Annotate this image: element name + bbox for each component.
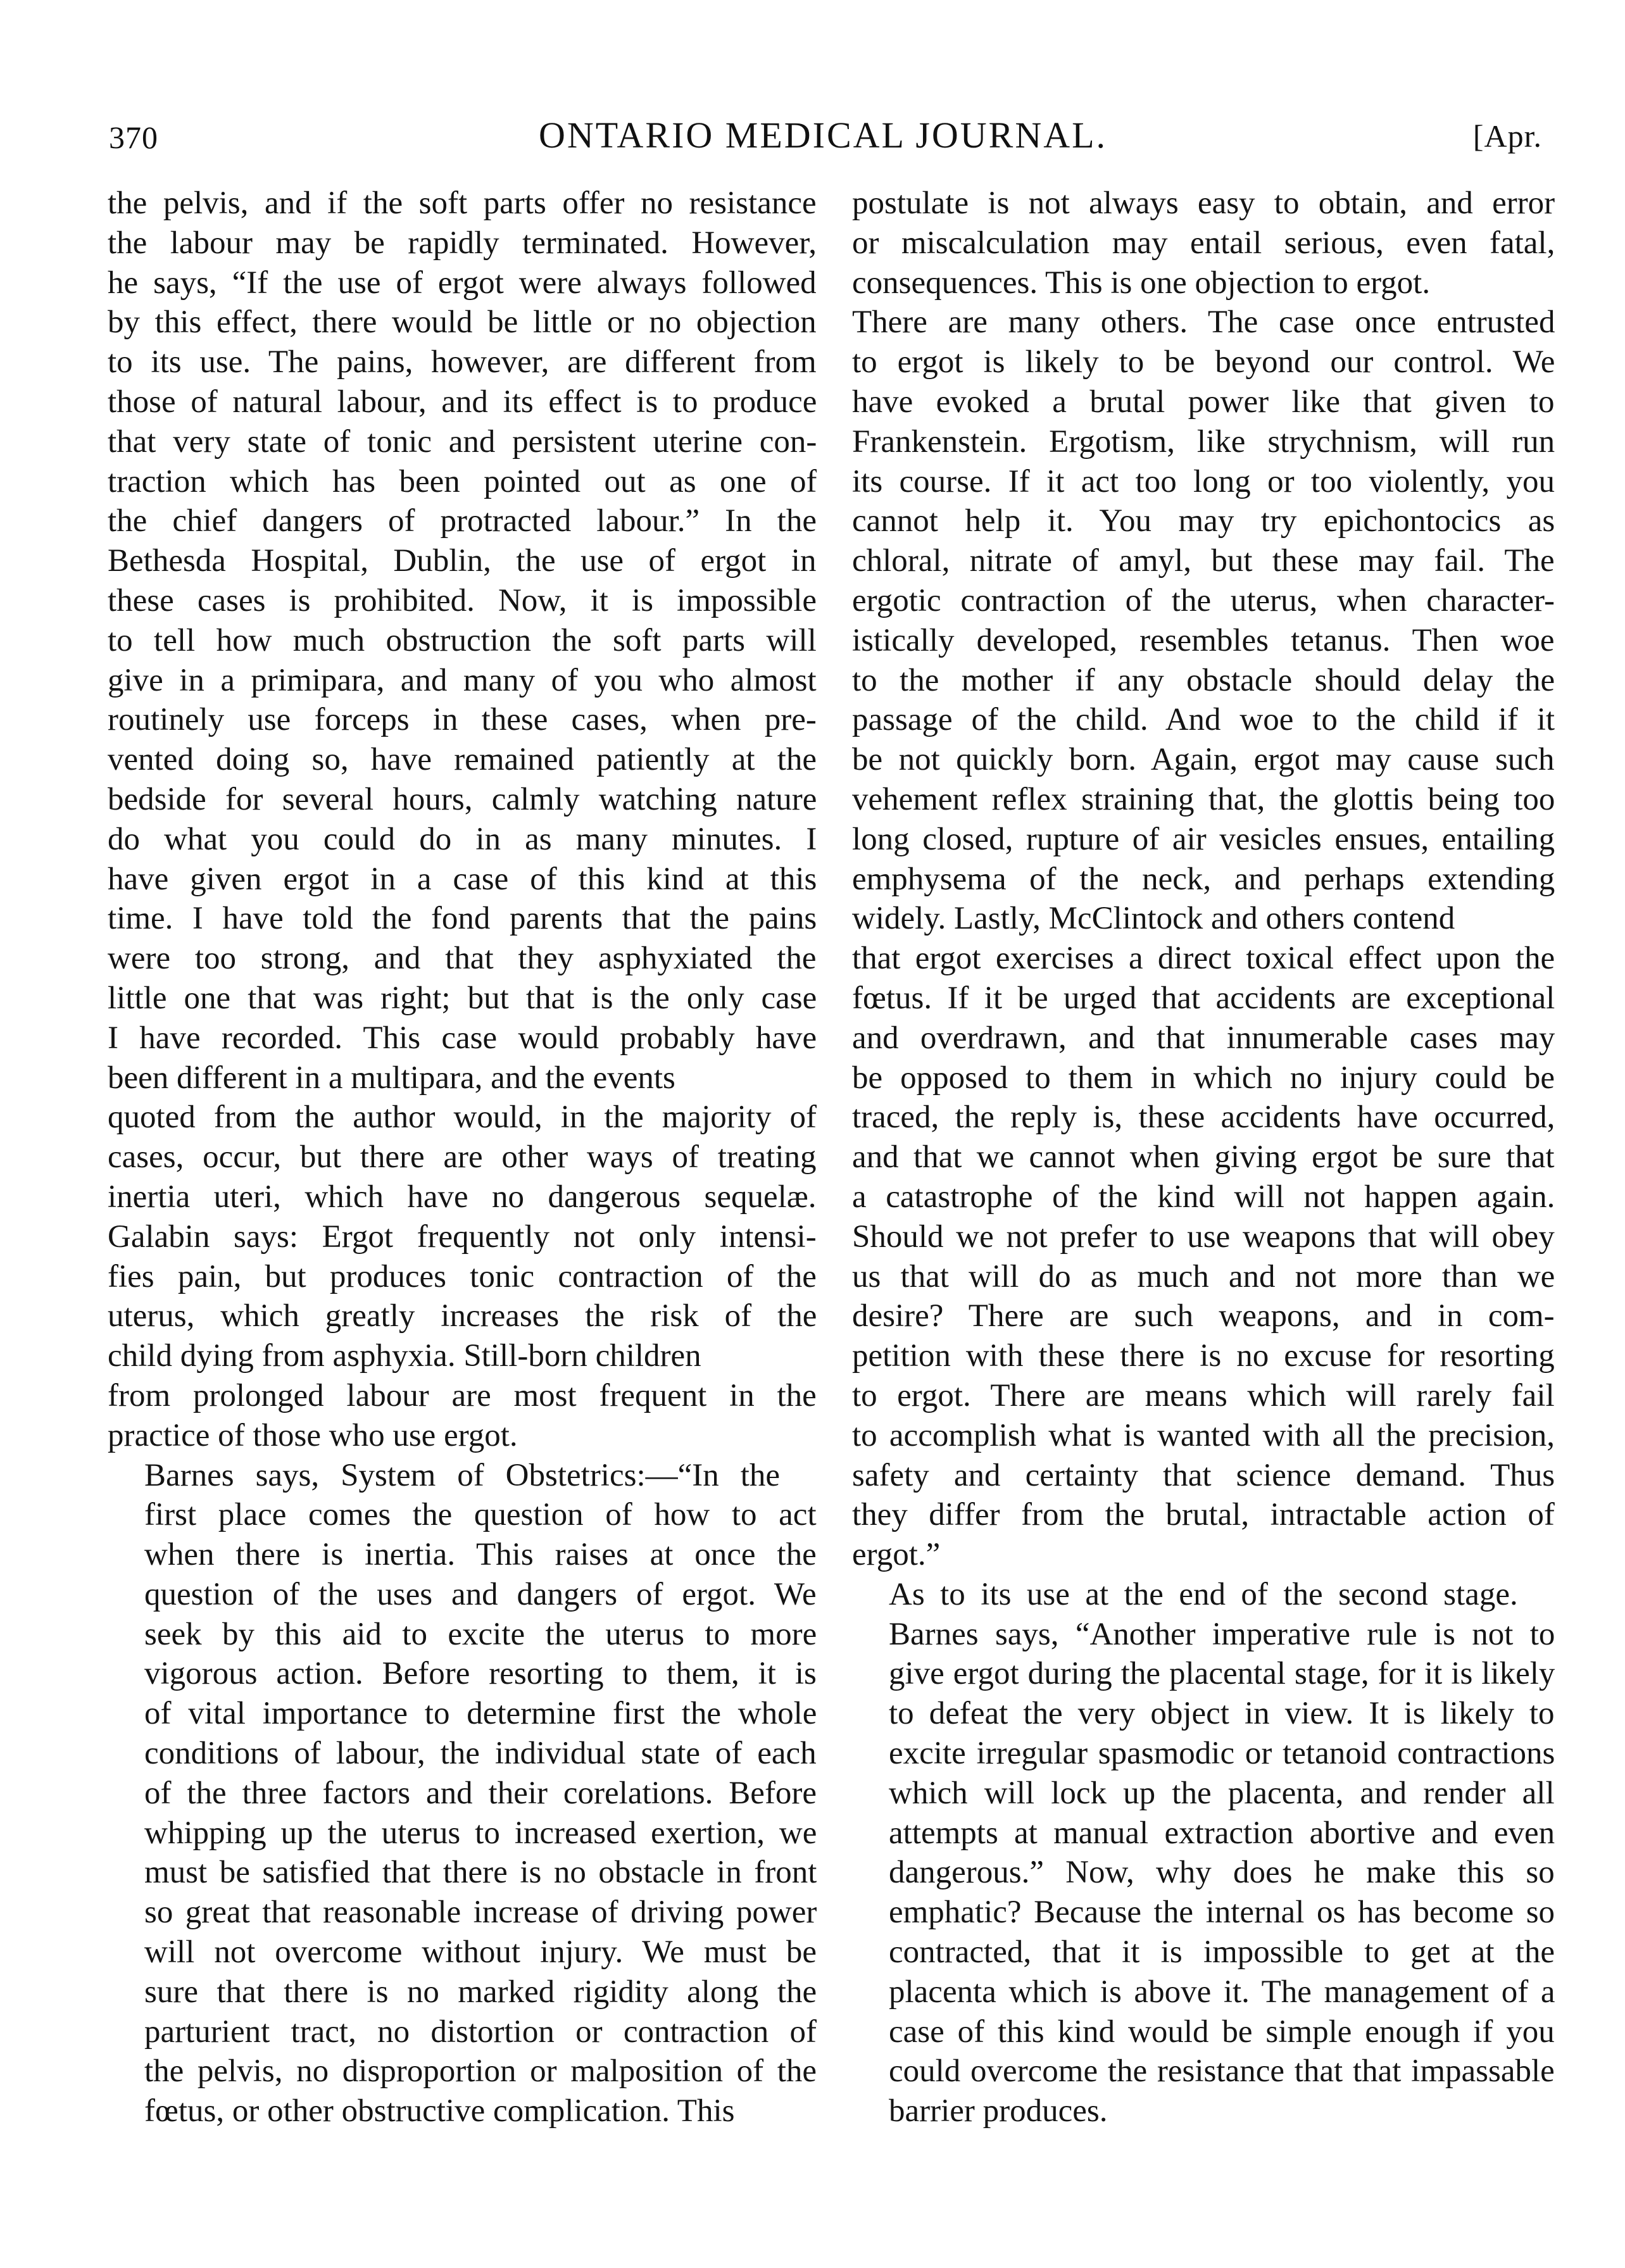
text-line: must be satisfied that there is no obstacle in front (144, 1855, 817, 1891)
running-title: ONTARIO MEDICAL JOURNAL. (538, 115, 1108, 156)
text-line: give in a primipara, and many of you who almost (108, 662, 817, 698)
text-line: long closed, rupture of air vesicles ensues, entailing (852, 821, 1555, 857)
text-line: fœtus, or other obstructive complication. This (144, 2093, 735, 2129)
text-line: Frankenstein. Ergotism, like strychnism, will run (852, 423, 1555, 460)
text-line: which will lock up the placenta, and render all (889, 1775, 1555, 1811)
text-line: to its use. The pains, however, are different from (108, 344, 817, 380)
text-line: were too strong, and that they asphyxiated the (108, 941, 817, 977)
text-line: those of natural labour, and its effect is to produce (108, 384, 817, 420)
text-line: its course. If it act too long or too violently, you (852, 463, 1555, 499)
text-line: As to its use at the end of the second stage. (889, 1576, 1518, 1612)
text-line: could overcome the resistance that that impassable (889, 2053, 1555, 2089)
text-line: or miscalculation may entail serious, even fatal, (852, 225, 1555, 261)
text-line: barrier produces. (889, 2093, 1108, 2129)
text-line: will not overcome without injury. We must be (144, 1934, 817, 1970)
page-number: 370 (109, 120, 158, 155)
text-line: emphatic? Because the internal os has become so (889, 1895, 1555, 1931)
text-line: and overdrawn, and that innumerable cases may (852, 1020, 1555, 1056)
text-line: a catastrophe of the kind will not happen again. (852, 1179, 1555, 1215)
text-line: seek by this aid to excite the uterus to more (144, 1616, 817, 1652)
left-column (108, 184, 817, 2131)
text-line: time. I have told the fond parents that the pains (108, 901, 817, 937)
text-line: ergotic contraction of the uterus, when character- (852, 582, 1555, 618)
text-line: dangerous.” Now, why does he make this so (889, 1855, 1555, 1891)
text-line: cases, occur, but there are other ways of treating (108, 1139, 817, 1175)
text-line: question of the uses and dangers of ergot. We (144, 1576, 817, 1612)
paragraph (852, 184, 1555, 1575)
text-line: Barnes says, System of Obstetrics:—“In the (144, 1457, 781, 1493)
text-line: placenta which is above it. The management of a (889, 1974, 1555, 2010)
text-line: when there is inertia. This raises at once the (144, 1537, 817, 1573)
text-line: attempts at manual extraction abortive and even (889, 1815, 1555, 1851)
text-line: have evoked a brutal power like that given to (852, 384, 1555, 420)
text-line: to defeat the very object in view. It is likely to (889, 1696, 1555, 1732)
text-line: widely. Lastly, McClintock and others contend (852, 901, 1455, 937)
text-line: have given ergot in a case of this kind at this (108, 861, 817, 897)
text-line: that very state of tonic and persistent uterine con- (108, 423, 817, 460)
text-line: first place comes the question of how to act (144, 1497, 817, 1533)
text-line: been different in a multipara, and the events (108, 1060, 675, 1096)
text-line: emphysema of the neck, and perhaps extending (852, 861, 1555, 897)
text-line: of the three factors and their corelations. Before (144, 1775, 817, 1811)
text-line: child dying from asphyxia. Still-born children (108, 1338, 701, 1374)
text-line: do what you could do in as many minutes. I (108, 821, 817, 857)
text-line: parturient tract, no distortion or contraction of (144, 2014, 817, 2050)
page-header (101, 114, 1545, 165)
text-line: uterus, which greatly increases the risk of the (108, 1298, 817, 1334)
text-line: vigorous action. Before resorting to them, it is (144, 1656, 817, 1692)
text-line: quoted from the author would, in the majority of (108, 1100, 817, 1136)
text-line: consequences. This is one objection to ergot. (852, 265, 1431, 301)
text-line: give ergot during the placental stage, for it is likely (889, 1656, 1555, 1692)
text-line: these cases is prohibited. Now, it is impossible (108, 582, 817, 618)
text-line: the pelvis, and if the soft parts offer no resistance (108, 185, 817, 221)
text-line: to the mother if any obstacle should delay the (852, 662, 1555, 698)
text-line: cannot help it. You may try epichontocics as (852, 503, 1555, 539)
text-line: case of this kind would be simple enough if you (889, 2014, 1555, 2050)
text-line: by this effect, there would be little or no objection (108, 304, 817, 341)
text-line: be not quickly born. Again, ergot may cause such (852, 742, 1555, 778)
text-line: from prolonged labour are most frequent in the (108, 1377, 817, 1413)
text-line: vehement reflex straining that, the glottis being too (852, 781, 1555, 817)
text-line: to accomplish what is wanted with all the precision, (852, 1417, 1555, 1453)
text-line: the chief dangers of protracted labour.” In the (108, 503, 817, 539)
text-line: desire? There are such weapons, and in com- (852, 1298, 1555, 1334)
text-line: postulate is not always easy to obtain, and error (852, 185, 1555, 221)
text-line: to tell how much obstruction the soft parts will (108, 622, 817, 658)
text-line: Barnes says, “Another imperative rule is not to (889, 1616, 1555, 1652)
right-column (852, 184, 1555, 2131)
header-month: [Apr. (1472, 118, 1542, 154)
text-line: little one that was right; but that is the only case (108, 980, 817, 1016)
text-line: Bethesda Hospital, Dublin, the use of ergot in (108, 543, 817, 579)
text-line: petition with these there is no excuse for resorting (852, 1338, 1555, 1374)
text-line: excite irregular spasmodic or tetanoid contractions (889, 1736, 1555, 1772)
text-line: contracted, that it is impossible to get at the (889, 1934, 1555, 1970)
text-line: and that we cannot when giving ergot be sure that (852, 1139, 1555, 1175)
paragraph (108, 1456, 817, 2132)
paragraph (852, 1575, 1555, 2131)
text-line: bedside for several hours, calmly watching nature (108, 781, 817, 817)
text-line: Galabin says: Ergot frequently not only intensi- (108, 1219, 817, 1255)
text-line: vented doing so, have remained patiently at the (108, 742, 817, 778)
text-line: chloral, nitrate of amyl, but these may fail. The (852, 543, 1555, 579)
text-line: fœtus. If it be urged that accidents are exceptional (852, 980, 1555, 1016)
text-line: they differ from the brutal, intractable action of (852, 1497, 1555, 1533)
text-line: passage of the child. And woe to the child if it (852, 702, 1555, 738)
text-line: whipping up the uterus to increased exertion, we (144, 1815, 817, 1851)
text-line: us that will do as much and not more than we (852, 1258, 1555, 1294)
text-line: the labour may be rapidly terminated. However, (108, 225, 817, 261)
text-line: sure that there is no marked rigidity along the (144, 1974, 817, 2010)
paragraph (108, 184, 817, 1456)
text-line: routinely use forceps in these cases, when pre- (108, 702, 817, 738)
text-line: istically developed, resembles tetanus. Then woe (852, 622, 1555, 658)
text-line: the pelvis, no disproportion or malposition of the (144, 2053, 817, 2089)
text-line: that ergot exercises a direct toxical effect upon the (852, 941, 1555, 977)
text-line: I have recorded. This case would probably have (108, 1020, 817, 1056)
text-line: to ergot is likely to be beyond our control. We (852, 344, 1555, 380)
text-line: so great that reasonable increase of driving power (144, 1895, 817, 1931)
text-line: fies pain, but produces tonic contraction of the (108, 1258, 817, 1294)
text-line: he says, “If the use of ergot were always followed (108, 265, 817, 301)
text-line: Should we not prefer to use weapons that will obey (852, 1219, 1555, 1255)
text-line: to ergot. There are means which will rarely fail (852, 1377, 1555, 1413)
text-line: traction which has been pointed out as one of (108, 463, 817, 499)
text-line: conditions of labour, the individual state of each (144, 1736, 817, 1772)
text-line: be opposed to them in which no injury could be (852, 1060, 1555, 1096)
text-line: ergot.” (852, 1537, 941, 1573)
text-line: practice of those who use ergot. (108, 1417, 518, 1453)
text-line: There are many others. The case once entrusted (852, 304, 1555, 341)
text-line: of vital importance to determine first the whole (144, 1696, 817, 1732)
text-line: inertia uteri, which have no dangerous sequelæ. (108, 1179, 817, 1215)
text-line: safety and certainty that science demand. Thus (852, 1457, 1555, 1493)
text-line: traced, the reply is, these accidents have occurred, (852, 1100, 1555, 1136)
